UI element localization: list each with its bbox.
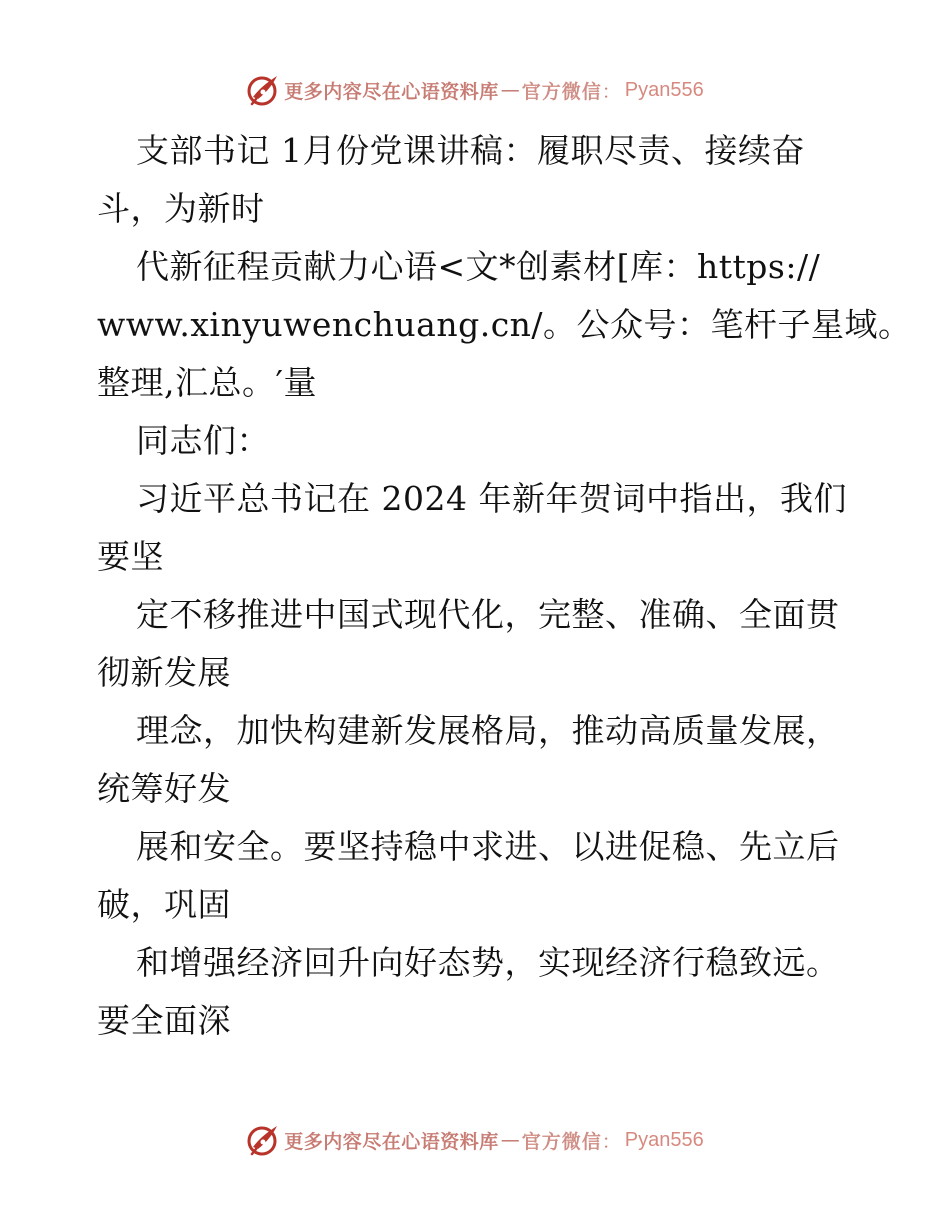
text-line: 要坚: [97, 537, 164, 576]
banner-wechat-label: 官方微信: [521, 1130, 602, 1153]
text-line: www.xinyuwenchuang.cn/。公众号：笔杆子星域。: [97, 305, 912, 344]
text-line: 彻新发展: [97, 653, 231, 692]
quill-pen-logo-icon: [246, 1123, 280, 1157]
text-line: 和增强经济回升向好态势，实现经济行稳致远。: [136, 943, 840, 982]
banner-main-text: 更多内容尽在心语资料库: [284, 1130, 499, 1153]
banner-wechat-id: Pyan556: [624, 78, 704, 101]
text-line: 理念，加快构建新发展格局，推动高质量发展，: [136, 711, 840, 750]
banner-separator: —: [500, 1129, 520, 1151]
footer-banner: [0, 1120, 950, 1160]
text-line: 习近平总书记在 2024 年新年贺词中指出，我们: [136, 479, 847, 518]
header-banner: [0, 70, 950, 110]
banner-colon: ：: [601, 1130, 621, 1153]
text-line: 定不移推进中国式现代化，完整、准确、全面贯: [136, 595, 840, 634]
text-line: 展和安全。要坚持稳中求进、以进促稳、先立后: [136, 827, 840, 866]
text-line: 整理,汇总。′量: [97, 363, 317, 402]
text-line: 统筹好发: [97, 769, 231, 808]
document-body: [97, 122, 912, 1050]
text-line: 支部书记 1月份党课讲稿：履职尽责、接续奋: [136, 131, 805, 170]
text-line: 要全面深: [97, 1001, 231, 1040]
banner-wechat-label: 官方微信: [521, 80, 602, 103]
banner-main-text: 更多内容尽在心语资料库: [284, 80, 499, 103]
quill-pen-logo-icon: [246, 73, 280, 107]
text-line: 同志们：: [136, 421, 270, 460]
banner-colon: ：: [601, 80, 621, 103]
banner-wechat-id: Pyan556: [624, 1128, 704, 1151]
banner-separator: —: [500, 79, 520, 101]
text-line: 代新征程贡献力心语<文*创素材[库：https://: [136, 247, 821, 286]
text-line: 斗，为新时: [97, 189, 265, 228]
text-line: 破，巩固: [97, 885, 231, 924]
